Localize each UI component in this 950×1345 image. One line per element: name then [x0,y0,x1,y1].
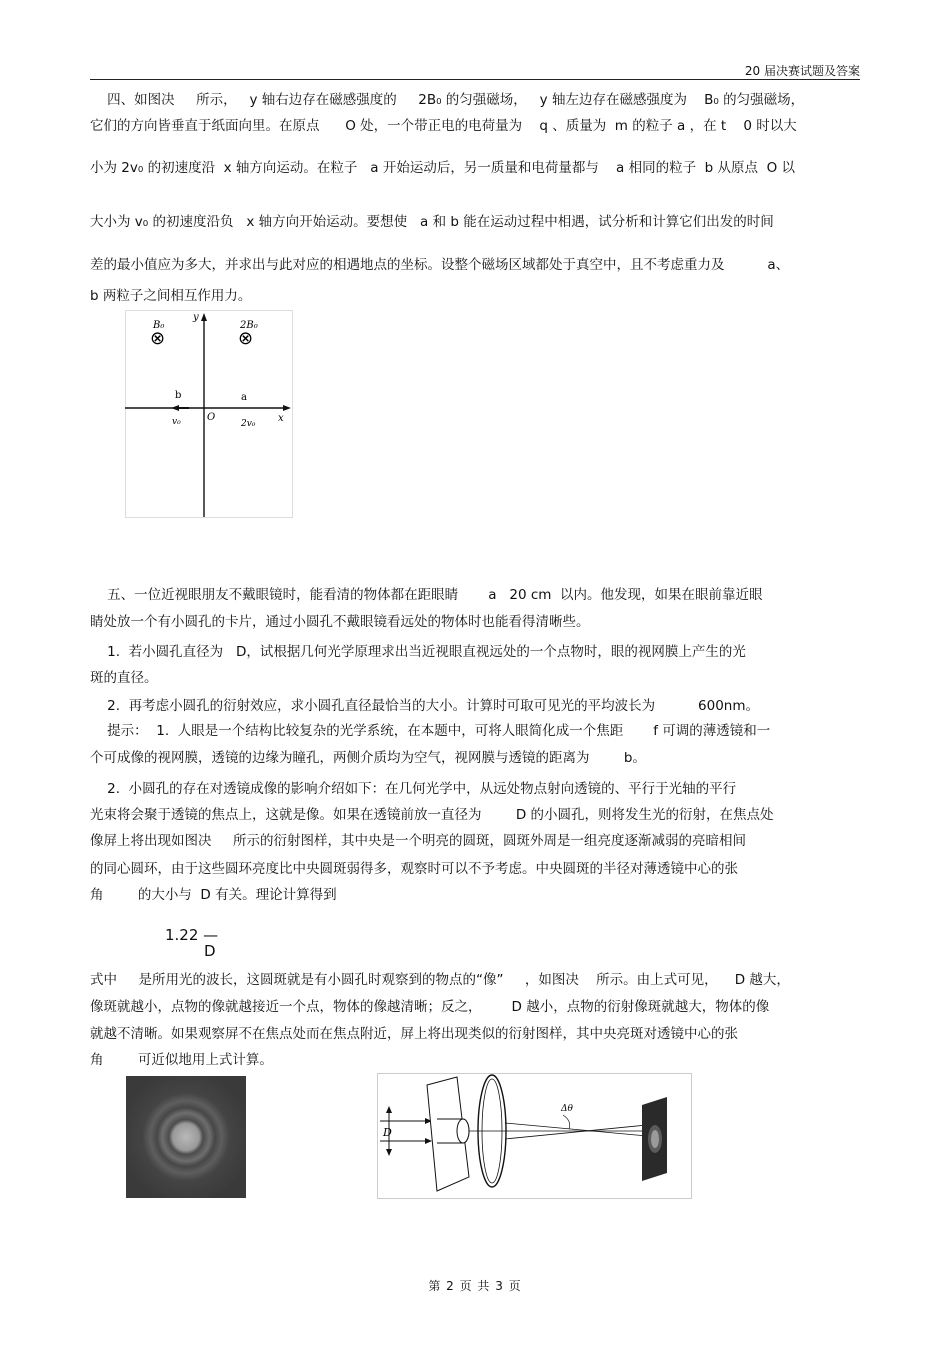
p5-after-line-4: 角 可近似地用上式计算。 [90,1052,273,1068]
p5-line-3: 1. 若小圆孔直径为 D，试根据几何光学原理求出当近视眼直视远处的一个点物时，眼的视网膜上产生的光 [90,644,746,660]
y-axis-label: y [193,312,199,323]
angle-label: Δθ [561,1104,573,1114]
p5-line-6: 提示： 1. 人眼是一个结构比较复杂的光学系统，在本题中，可将人眼简化成一个焦距 f 可调的薄透镜和一 [90,723,771,739]
p5-after-line-1: 式中 是所用光的波长，这圆斑就是有小圆孔时观察到的物点的“像” ，如图决 所示。由上式可见， D 越大， [90,972,790,988]
p5-line-9: 光束将会聚于透镜的焦点上，这就是像。如果在透镜前放一直径为 D 的小圆孔，则将发生光的衍射，在焦点处 [90,807,774,823]
p5-after-line-2: 像斑就越小，点物的像就越接近一个点，物体的像越清晰；反之， D 越小，点物的衍射像斑就越大，物体的像 [90,999,770,1015]
particle-b-label: b [175,390,182,401]
x-axis-label: x [278,413,284,424]
formula-numerator: 1.22 — [165,926,219,944]
p4-line-1: 四、如图决 所示， y 轴右边存在磁感强度的 2B₀ 的匀强磁场， y 轴左边存在磁感强度为 B₀ 的匀强磁场， [90,92,805,108]
page-header: 20 届决赛试题及答案 [744,64,860,78]
aperture-diameter-label: D [383,1126,392,1139]
magnetic-field-figure [125,310,293,518]
p5-line-10: 像屏上将出现如图决 所示的衍射图样，其中央是一个明亮的圆斑，圆斑外周是一组亮度逐渐减弱的亮暗相间 [90,833,746,849]
formula-denominator: D [204,942,216,960]
p4-line-2: 它们的方向皆垂直于纸面向里。在原点 O 处，一个带正电的电荷量为 q 、质量为 m 的粒子 a ，在 t 0 时以大 [90,118,797,134]
page-footer: 第 2 页 共 3 页 [428,1279,522,1293]
p5-line-12: 角 的大小与 D 有关。理论计算得到 [90,887,337,903]
field-into-page-icon: ⊗ [238,328,254,349]
p5-line-4: 斑的直径。 [90,670,158,686]
p5-line-8: 2. 小圆孔的存在对透镜成像的影响介绍如下：在几何光学中，从远处物点射向透镜的、平行于光轴的平行 [90,781,737,797]
p5-line-2: 睛处放一个有小圆孔的卡片，通过小圆孔不戴眼镜看远处的物体时也能看得清晰些。 [90,614,590,630]
speed-b-label: v₀ [172,417,181,427]
particle-a-label: a [241,392,247,403]
p4-line-4: 大小为 v₀ 的初速度沿负 x 轴方向开始运动。要想使 a 和 b 能在运动过程中相遇，试分析和计算它们出发的时间 [90,214,774,230]
p5-line-7: 个可成像的视网膜，透镜的边缘为瞳孔，两侧介质均为空气，视网膜与透镜的距离为 b。 [90,750,646,766]
p4-line-3: 小为 2v₀ 的初速度沿 x 轴方向运动。在粒子 a 开始运动后，另一质量和电荷量都与 a 相同的粒子 b 从原点 O 以 [90,160,796,176]
p5-line-1: 五、一位近视眼朋友不戴眼镜时，能看清的物体都在距眼睛 a 20 cm 以内。他发现，如果在眼前靠近眼 [90,587,763,603]
p4-line-6: b 两粒子之间相互作用力。 [90,288,252,304]
aperture-lens-diagram [377,1073,692,1199]
field-into-page-icon: ⊗ [150,328,166,349]
diffraction-pattern-image [126,1076,246,1198]
p5-line-5: 2. 再考虑小圆孔的衍射效应，求小圆孔直径最恰当的大小。计算时可取可见光的平均波长为 600nm。 [90,698,760,714]
p4-line-5: 差的最小值应为多大，并求出与此对应的相遇地点的坐标。设整个磁场区域都处于真空中，且不考虑重力及 a、 [90,257,790,273]
left-field-label: B₀ [153,320,165,331]
speed-a-label: 2v₀ [241,419,256,429]
origin-label: O [207,412,216,423]
p5-line-11: 的同心圆环，由于这些圆环亮度比中央圆斑弱得多，观察时可以不予考虑。中央圆斑的半径对薄透镜中心的张 [90,861,738,877]
p5-after-line-3: 就越不清晰。如果观察屏不在焦点处而在焦点附近，屏上将出现类似的衍射图样，其中央亮斑对透镜中心的张 [90,1026,738,1042]
right-field-label: 2B₀ [240,320,258,331]
header-rule [90,79,860,80]
